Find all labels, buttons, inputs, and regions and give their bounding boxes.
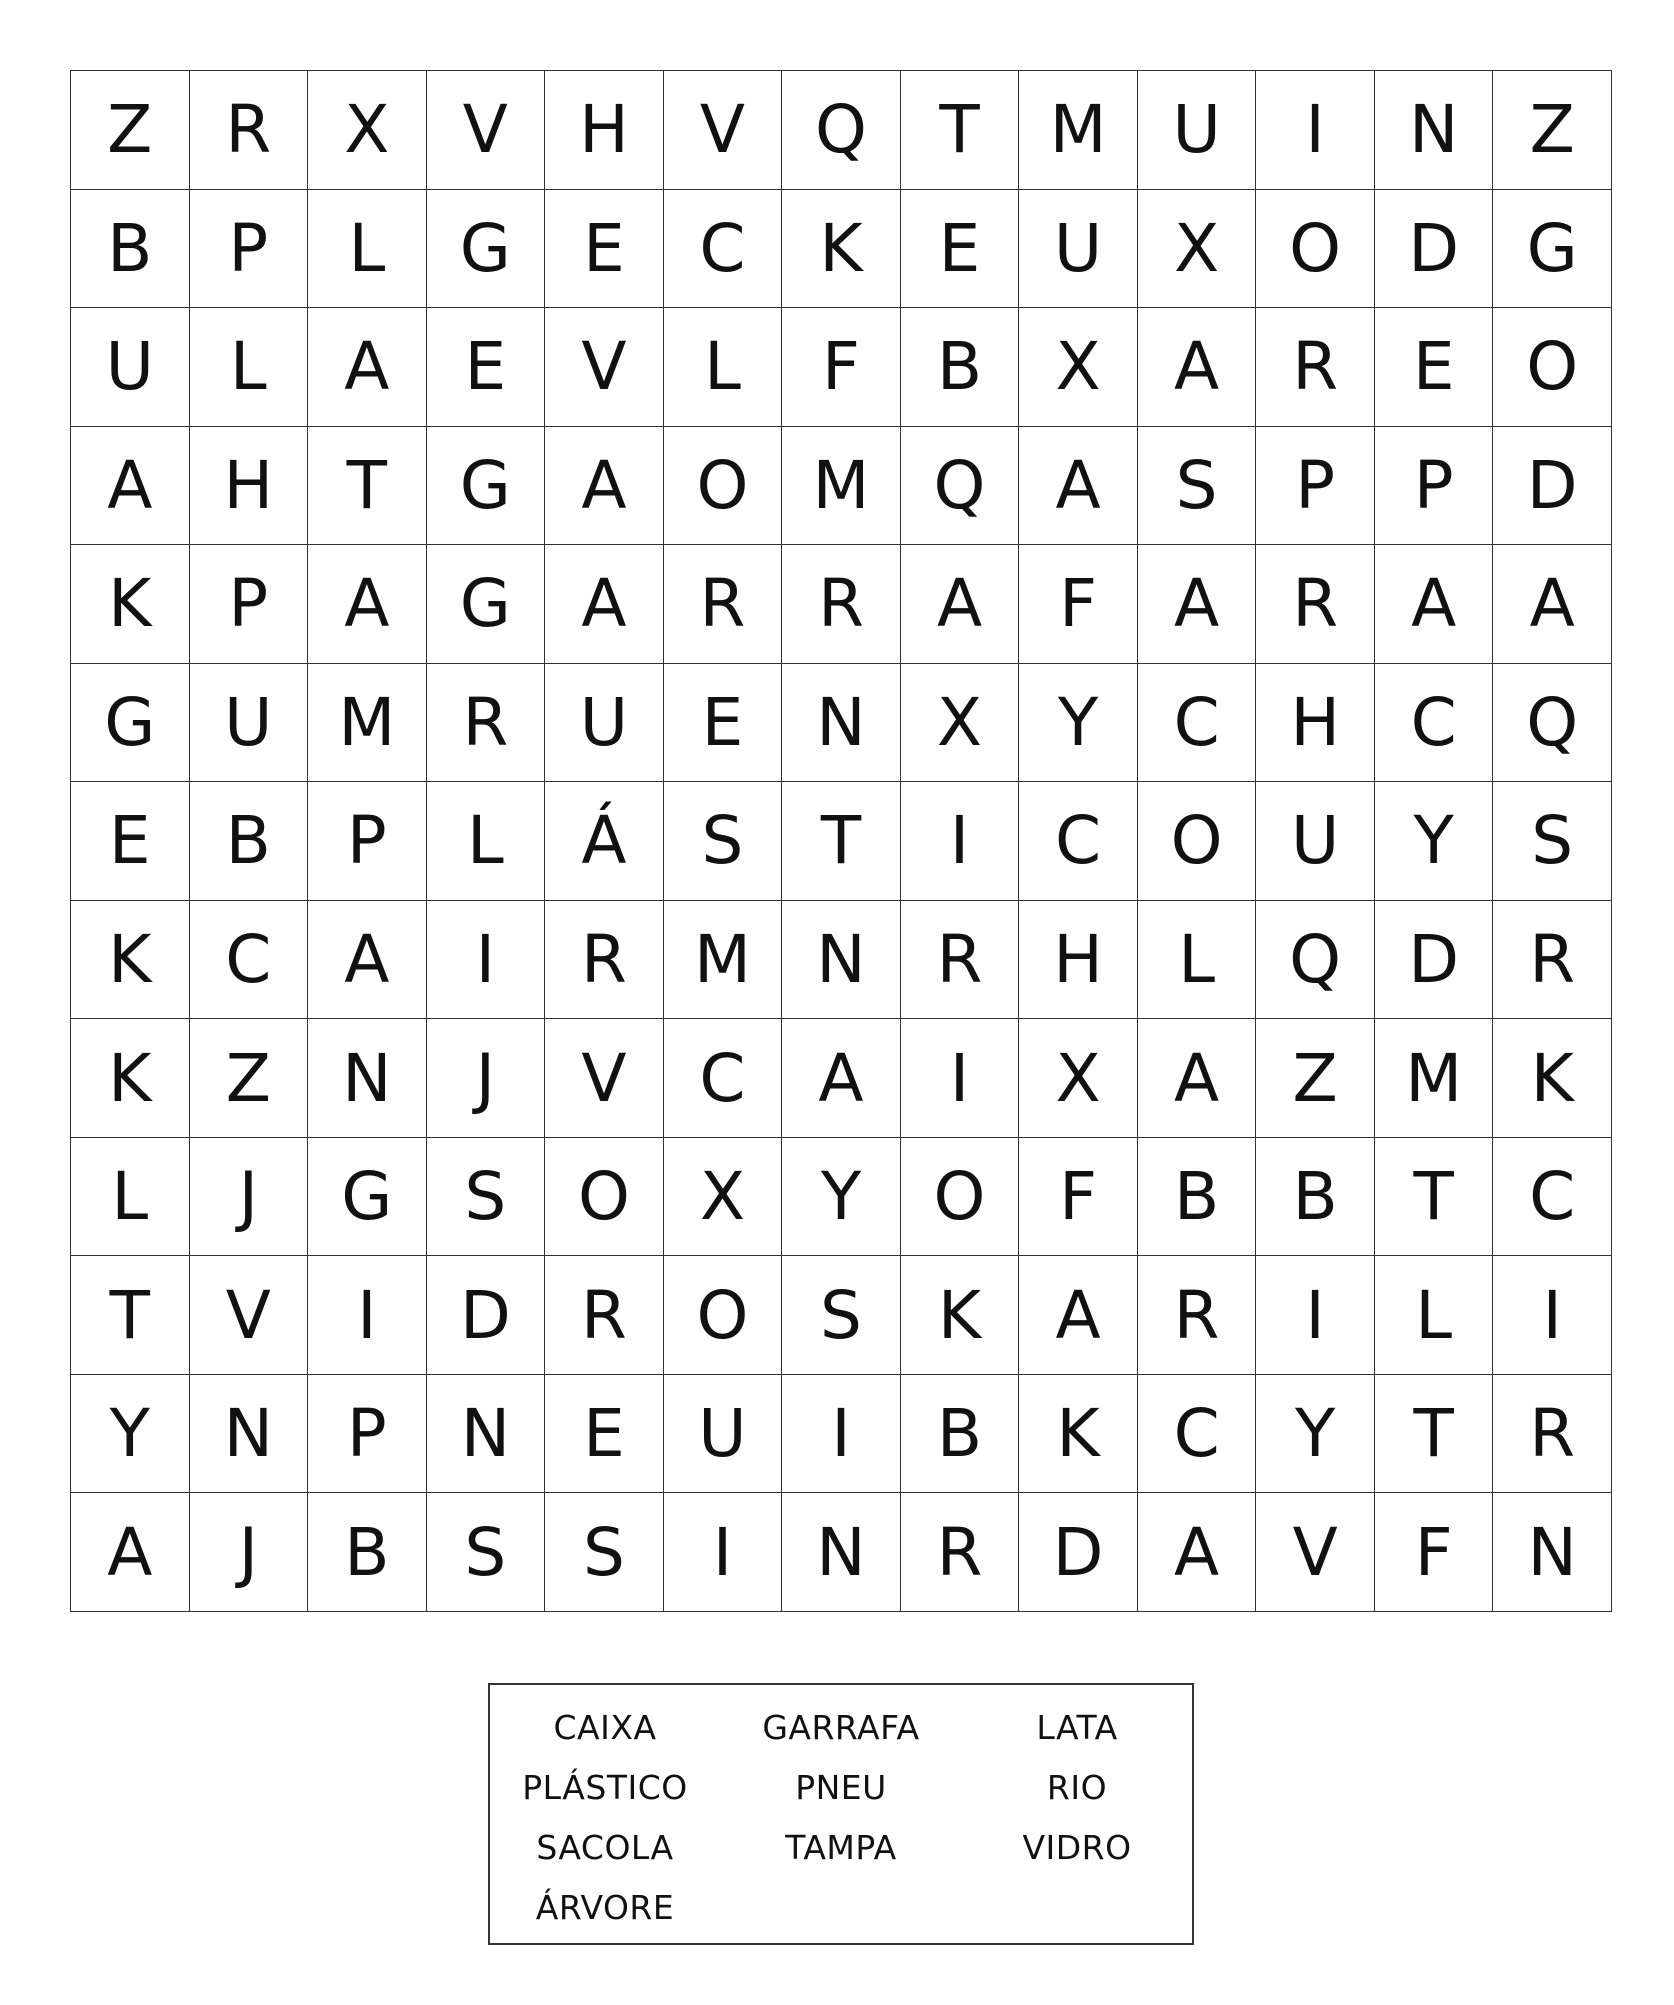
grid-cell[interactable]: T [901, 71, 1020, 190]
grid-cell[interactable]: P [308, 782, 427, 901]
grid-cell[interactable]: C [1375, 664, 1494, 783]
grid-cell[interactable]: G [427, 545, 546, 664]
grid-cell[interactable]: C [1493, 1138, 1612, 1257]
grid-cell[interactable]: D [1019, 1493, 1138, 1612]
grid-cell[interactable]: Z [71, 71, 190, 190]
grid-cell[interactable]: R [1256, 545, 1375, 664]
grid-cell[interactable]: A [901, 545, 1020, 664]
grid-cell[interactable]: S [427, 1493, 546, 1612]
grid-cell[interactable]: C [664, 1019, 783, 1138]
grid-cell[interactable]: H [190, 427, 309, 546]
grid-cell[interactable]: B [1256, 1138, 1375, 1257]
grid-cell[interactable]: N [190, 1375, 309, 1494]
grid-cell[interactable]: R [664, 545, 783, 664]
grid-cell[interactable]: V [190, 1256, 309, 1375]
grid-cell[interactable]: Z [190, 1019, 309, 1138]
grid-cell[interactable]: C [1138, 664, 1257, 783]
grid-cell[interactable]: A [1375, 545, 1494, 664]
grid-cell[interactable]: N [308, 1019, 427, 1138]
grid-cell[interactable]: B [71, 190, 190, 309]
grid-cell[interactable]: O [1256, 190, 1375, 309]
grid-cell[interactable]: F [1019, 545, 1138, 664]
grid-cell[interactable]: Y [1019, 664, 1138, 783]
grid-cell[interactable]: G [308, 1138, 427, 1257]
word-search-grid [70, 70, 1612, 1612]
grid-cell[interactable]: A [308, 308, 427, 427]
grid-cell[interactable]: X [1138, 190, 1257, 309]
grid-cell[interactable]: K [901, 1256, 1020, 1375]
grid-cell[interactable]: I [1493, 1256, 1612, 1375]
grid-cell[interactable]: U [1019, 190, 1138, 309]
grid-cell[interactable]: G [1493, 190, 1612, 309]
grid-cell[interactable]: I [427, 901, 546, 1020]
grid-cell[interactable]: L [664, 308, 783, 427]
grid-cell[interactable]: K [782, 190, 901, 309]
grid-cell[interactable]: E [545, 1375, 664, 1494]
grid-cell[interactable]: P [1256, 427, 1375, 546]
grid-cell[interactable]: B [1138, 1138, 1257, 1257]
grid-cell[interactable]: Y [1256, 1375, 1375, 1494]
grid-cell[interactable]: V [545, 1019, 664, 1138]
grid-cell[interactable]: U [1138, 71, 1257, 190]
word-list-item: PLÁSTICO [522, 1767, 688, 1807]
grid-cell[interactable]: X [1019, 308, 1138, 427]
grid-cell[interactable]: D [1375, 190, 1494, 309]
grid-cell[interactable]: D [1493, 427, 1612, 546]
grid-cell[interactable]: F [1019, 1138, 1138, 1257]
word-list-item: PNEU [795, 1767, 887, 1807]
grid-cell[interactable]: P [308, 1375, 427, 1494]
grid-cell[interactable]: Q [1493, 664, 1612, 783]
grid-cell[interactable]: A [1019, 427, 1138, 546]
grid-cell[interactable]: A [71, 427, 190, 546]
grid-cell[interactable]: E [901, 190, 1020, 309]
grid-cell[interactable]: I [901, 782, 1020, 901]
grid-cell[interactable]: I [782, 1375, 901, 1494]
grid-cell[interactable]: J [190, 1138, 309, 1257]
grid-cell[interactable]: Q [782, 71, 901, 190]
grid-cell[interactable]: P [1375, 427, 1494, 546]
grid-cell[interactable]: E [71, 782, 190, 901]
grid-cell[interactable]: A [1138, 1493, 1257, 1612]
grid-cell[interactable]: Y [1375, 782, 1494, 901]
grid-cell[interactable]: S [664, 782, 783, 901]
grid-cell[interactable]: A [1138, 545, 1257, 664]
grid-cell[interactable]: Á [545, 782, 664, 901]
grid-cell[interactable]: A [1493, 545, 1612, 664]
grid-cell[interactable]: R [782, 545, 901, 664]
grid-cell[interactable]: V [427, 71, 546, 190]
grid-cell[interactable]: T [1375, 1375, 1494, 1494]
grid-cell[interactable]: Q [1256, 901, 1375, 1020]
grid-cell[interactable]: I [1256, 71, 1375, 190]
grid-cell[interactable]: T [1375, 1138, 1494, 1257]
grid-cell[interactable]: O [1493, 308, 1612, 427]
word-list-item: TAMPA [785, 1827, 897, 1867]
grid-cell[interactable]: A [782, 1019, 901, 1138]
grid-cell[interactable]: U [664, 1375, 783, 1494]
grid-cell[interactable]: K [71, 545, 190, 664]
grid-cell[interactable]: N [427, 1375, 546, 1494]
grid-cell[interactable]: K [71, 1019, 190, 1138]
grid-cell[interactable]: T [308, 427, 427, 546]
grid-cell[interactable]: U [545, 664, 664, 783]
grid-cell[interactable]: X [1019, 1019, 1138, 1138]
word-list-item: CAIXA [553, 1707, 657, 1747]
grid-cell[interactable]: M [664, 901, 783, 1020]
grid-cell[interactable]: H [1256, 664, 1375, 783]
grid-cell[interactable]: S [545, 1493, 664, 1612]
grid-cell[interactable]: N [1375, 71, 1494, 190]
grid-cell[interactable]: M [308, 664, 427, 783]
grid-cell[interactable]: A [1019, 1256, 1138, 1375]
grid-cell[interactable]: O [664, 1256, 783, 1375]
grid-cell[interactable]: D [1375, 901, 1494, 1020]
grid-cell[interactable]: G [71, 664, 190, 783]
grid-cell[interactable]: R [190, 71, 309, 190]
grid-cell[interactable]: R [427, 664, 546, 783]
grid-cell[interactable]: V [664, 71, 783, 190]
grid-cell[interactable]: Y [782, 1138, 901, 1257]
grid-cell[interactable]: J [427, 1019, 546, 1138]
grid-cell[interactable]: I [308, 1256, 427, 1375]
grid-cell[interactable]: Y [71, 1375, 190, 1494]
grid-cell[interactable]: H [545, 71, 664, 190]
grid-cell[interactable]: A [1138, 308, 1257, 427]
grid-cell[interactable]: Q [901, 427, 1020, 546]
grid-cell[interactable]: L [308, 190, 427, 309]
grid-cell[interactable]: R [1493, 901, 1612, 1020]
grid-cell[interactable]: E [427, 308, 546, 427]
word-list [488, 1683, 1194, 1945]
grid-cell[interactable]: C [1138, 1375, 1257, 1494]
grid-cell[interactable]: L [1375, 1256, 1494, 1375]
grid-cell[interactable]: S [1493, 782, 1612, 901]
grid-cell[interactable]: B [901, 308, 1020, 427]
grid-cell[interactable]: V [545, 308, 664, 427]
grid-cell[interactable]: C [1019, 782, 1138, 901]
grid-cell[interactable]: L [71, 1138, 190, 1257]
grid-cell[interactable]: E [1375, 308, 1494, 427]
grid-cell[interactable]: K [1493, 1019, 1612, 1138]
grid-cell[interactable]: H [1019, 901, 1138, 1020]
grid-cell[interactable]: E [664, 664, 783, 783]
grid-cell[interactable]: K [71, 901, 190, 1020]
grid-cell[interactable]: O [545, 1138, 664, 1257]
grid-cell[interactable]: C [190, 901, 309, 1020]
grid-cell[interactable]: B [190, 782, 309, 901]
grid-cell[interactable]: R [1493, 1375, 1612, 1494]
grid-cell[interactable]: X [901, 664, 1020, 783]
grid-cell[interactable]: A [545, 427, 664, 546]
grid-cell[interactable]: R [901, 1493, 1020, 1612]
grid-cell[interactable]: O [1138, 782, 1257, 901]
grid-cell[interactable]: T [71, 1256, 190, 1375]
grid-cell[interactable]: J [190, 1493, 309, 1612]
grid-cell[interactable]: F [782, 308, 901, 427]
grid-cell[interactable]: S [1138, 427, 1257, 546]
grid-cell[interactable]: R [545, 1256, 664, 1375]
grid-cell[interactable]: N [782, 664, 901, 783]
grid-cell[interactable]: G [427, 427, 546, 546]
grid-cell[interactable]: L [427, 782, 546, 901]
grid-cell[interactable]: U [190, 664, 309, 783]
grid-cell[interactable]: O [664, 427, 783, 546]
grid-cell[interactable]: A [545, 545, 664, 664]
grid-cell[interactable]: Z [1493, 71, 1612, 190]
grid-cell[interactable]: O [901, 1138, 1020, 1257]
grid-cell[interactable]: R [901, 901, 1020, 1020]
word-list-item: SACOLA [536, 1827, 674, 1867]
grid-cell[interactable]: F [1375, 1493, 1494, 1612]
grid-cell[interactable]: G [427, 190, 546, 309]
grid-cell[interactable]: E [545, 190, 664, 309]
grid-cell[interactable]: B [308, 1493, 427, 1612]
grid-cell[interactable]: L [190, 308, 309, 427]
grid-cell[interactable]: M [1019, 71, 1138, 190]
grid-cell[interactable]: A [1138, 1019, 1257, 1138]
grid-cell[interactable]: C [664, 190, 783, 309]
grid-cell[interactable]: V [1256, 1493, 1375, 1612]
word-list-item: VIDRO [1022, 1827, 1132, 1867]
grid-cell[interactable]: R [545, 901, 664, 1020]
grid-cell[interactable]: R [1256, 308, 1375, 427]
grid-cell[interactable]: B [901, 1375, 1020, 1494]
grid-cell[interactable]: M [1375, 1019, 1494, 1138]
grid-cell[interactable]: N [782, 901, 901, 1020]
grid-cell[interactable]: U [1256, 782, 1375, 901]
grid-cell[interactable]: X [308, 71, 427, 190]
word-list-item: GARRAFA [762, 1707, 920, 1747]
word-list-item: LATA [1036, 1707, 1118, 1747]
grid-cell[interactable]: X [664, 1138, 783, 1257]
grid-cell[interactable]: S [427, 1138, 546, 1257]
grid-cell[interactable]: I [901, 1019, 1020, 1138]
grid-cell[interactable]: U [71, 308, 190, 427]
grid-cell[interactable]: A [71, 1493, 190, 1612]
grid-cell[interactable]: L [1138, 901, 1257, 1020]
grid-cell[interactable]: S [782, 1256, 901, 1375]
grid-cell[interactable]: N [782, 1493, 901, 1612]
grid-cell[interactable]: P [190, 545, 309, 664]
grid-cell[interactable]: N [1493, 1493, 1612, 1612]
grid-cell[interactable]: R [1138, 1256, 1257, 1375]
grid-cell[interactable]: A [308, 545, 427, 664]
grid-cell[interactable]: Z [1256, 1019, 1375, 1138]
word-list-item: RIO [1046, 1767, 1108, 1807]
grid-cell[interactable]: I [1256, 1256, 1375, 1375]
grid-cell[interactable]: A [308, 901, 427, 1020]
grid-cell[interactable]: P [190, 190, 309, 309]
grid-cell[interactable]: K [1019, 1375, 1138, 1494]
grid-cell[interactable]: M [782, 427, 901, 546]
grid-cell[interactable]: I [664, 1493, 783, 1612]
grid-cell[interactable]: T [782, 782, 901, 901]
grid-cell[interactable]: D [427, 1256, 546, 1375]
word-list-item: ÁRVORE [535, 1887, 675, 1927]
